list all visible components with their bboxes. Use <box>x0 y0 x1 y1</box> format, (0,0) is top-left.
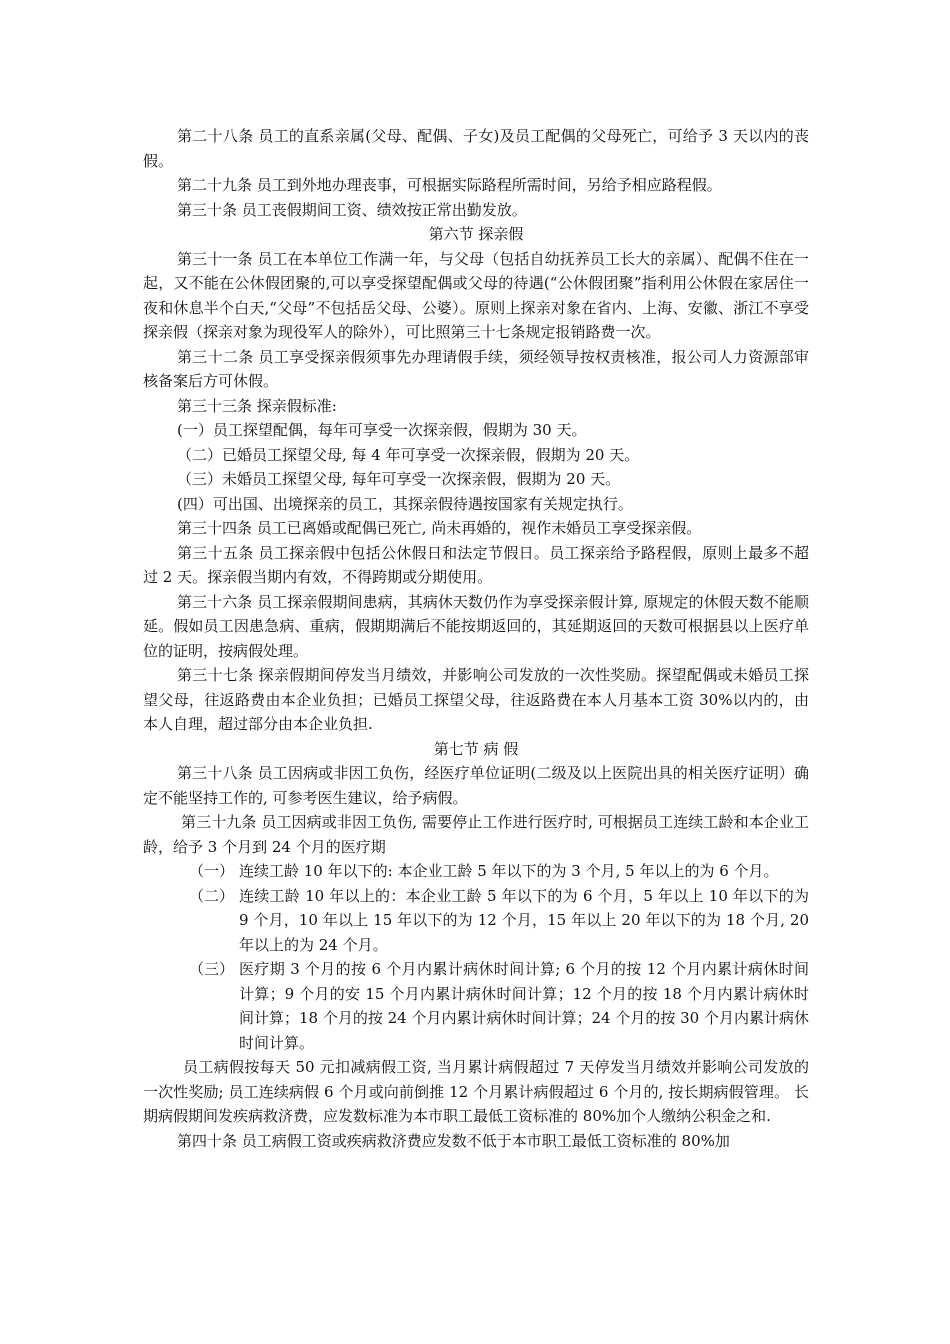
sick-pay-paragraph: 员工病假按每天 50 元扣减病假工资, 当月累计病假超过 7 天停发当月绩效并影响公司发放的一次性奖励; 员工连续病假 6 个月或向前倒推 12 个月累计病假超过 6 个月的, 按长期病假管理。 长期病假期间发疾病救济费，应发数标准为本市职工最低工资标准的 80%加个人缴纳公积金之和. <box>143 1058 809 1125</box>
item-text: 医疗期 3 个月的按 6 个月内累计病休时间计算; 6 个月的按 12 个月内累计病休时间计算；9 个月的安 15 个月内累计病休时间计算；12 个月的按 18 个月内累计病休时间计算；18 个月的按 24 个月内累计病休时间计算；24 个月的按 30 个月内累计病休时间计算。 <box>239 960 809 1052</box>
article-28: 第二十八条 员工的直系亲属(父母、配偶、子女)及员工配偶的父母死亡，可给予 3 天以内的丧假。 <box>143 127 809 170</box>
article-35: 第三十五条 员工探亲假中包括公休假日和法定节假日。员工探亲给予路程假，原则上最多不超过 2 天。探亲假当期内有效，不得跨期或分期使用。 <box>143 543 809 586</box>
item-text: 连续工龄 10 年以上的：本企业工龄 5 年以下的为 6 个月，5 年以上 10 年以下的为 9 个月，10 年以上 15 年以下的为 12 个月，15 年以上 20 年以下的为 18 个月, 20 年以上的为 24 个月。 <box>239 886 809 954</box>
article-33-item-2: （二）已婚员工探望父母, 每 4 年可享受一次探亲假，假期为 20 天。 <box>177 445 640 464</box>
item-marker: （二） <box>189 886 235 905</box>
article-38: 第三十八条 员工因病或非因工负伤，经医疗单位证明(二级及以上医院出具的相关医疗证明）确定不能坚持工作的, 可参考医生建议，给予病假。 <box>143 764 809 807</box>
article-34: 第三十四条 员工已离婚或配偶已死亡, 尚未再婚的，视作未婚员工享受探亲假。 <box>177 519 702 537</box>
article-39-item-3 <box>143 957 809 1055</box>
article-39: 第三十九条 员工因病或非因工负伤, 需要停止工作进行医疗时, 可根据员工连续工龄和本企业工龄，给予 3 个月到 24 个月的医疗期 <box>143 813 809 856</box>
section-6-heading: 第六节 探亲假 <box>428 225 524 243</box>
article-40: 第四十条 员工病假工资或疾病救济费应发数不低于本市职工最低工资标准的 80%加 <box>177 1131 730 1150</box>
item-text: 连续工龄 10 年以下的: 本企业工龄 5 年以下的为 3 个月, 5 年以上的为 6 个月。 <box>239 862 779 880</box>
article-33-item-3: （三）未婚员工探望父母, 每年可享受一次探亲假，假期为 20 天。 <box>177 470 621 488</box>
article-39-item-1 <box>143 859 809 884</box>
item-marker: （一） <box>189 862 235 880</box>
article-32: 第三十二条 员工享受探亲假须事先办理请假手续，须经领导按权责核准，报公司人力资源部审核备案后方可休假。 <box>143 347 809 390</box>
item-marker: （三） <box>189 960 235 978</box>
section-7-heading: 第七节 病 假 <box>433 739 519 758</box>
document-body <box>143 124 809 1153</box>
article-31: 第三十一条 员工在本单位工作满一年，与父母（包括自幼抚养员工长大的亲属）、配偶不住在一起，又不能在公休假团聚的,可以享受探望配偶或父母的待遇(“公休假团聚”指利用公休假在家居住一夜和休息半个白天,“父母”不包括岳父母、公婆）。原则上探亲对象在省内、上海、安徽、浙江不享受探亲假（探亲对象为现役军人的除外），可比照第三十七条规定报销路费一次。 <box>143 249 809 341</box>
article-33-item-4: (四）可出国、出境探亲的员工，其探亲假待遇按国家有关规定执行。 <box>177 494 633 513</box>
article-37: 第三十七条 探亲假期间停发当月绩效，并影响公司发放的一次性奖励。探望配偶或未婚员工探望父母，往返路费由本企业负担；已婚员工探望父母，往返路费在本人月基本工资 30%以内的，由本人自理，超过部分由本企业负担. <box>143 666 809 733</box>
article-30: 第三十条 员工丧假期间工资、绩效按正常出勤发放。 <box>177 200 527 219</box>
article-29: 第二十九条 员工到外地办理丧事，可根据实际路程所需时间，另给予相应路程假。 <box>177 176 722 194</box>
article-33-item-1: (一）员工探望配偶，每年可享受一次探亲假，假期为 30 天。 <box>177 421 587 439</box>
article-33: 第三十三条 探亲假标准: <box>177 396 337 415</box>
article-39-item-2 <box>143 884 809 958</box>
article-36: 第三十六条 员工探亲假期间患病，其病休天数仍作为享受探亲假计算, 原规定的休假天数不能顺延。假如员工因患急病、重病，假期期满后不能按期返回的，其延期返回的天数可根据县以上医疗单位的证明，按病假处理。 <box>143 592 809 660</box>
